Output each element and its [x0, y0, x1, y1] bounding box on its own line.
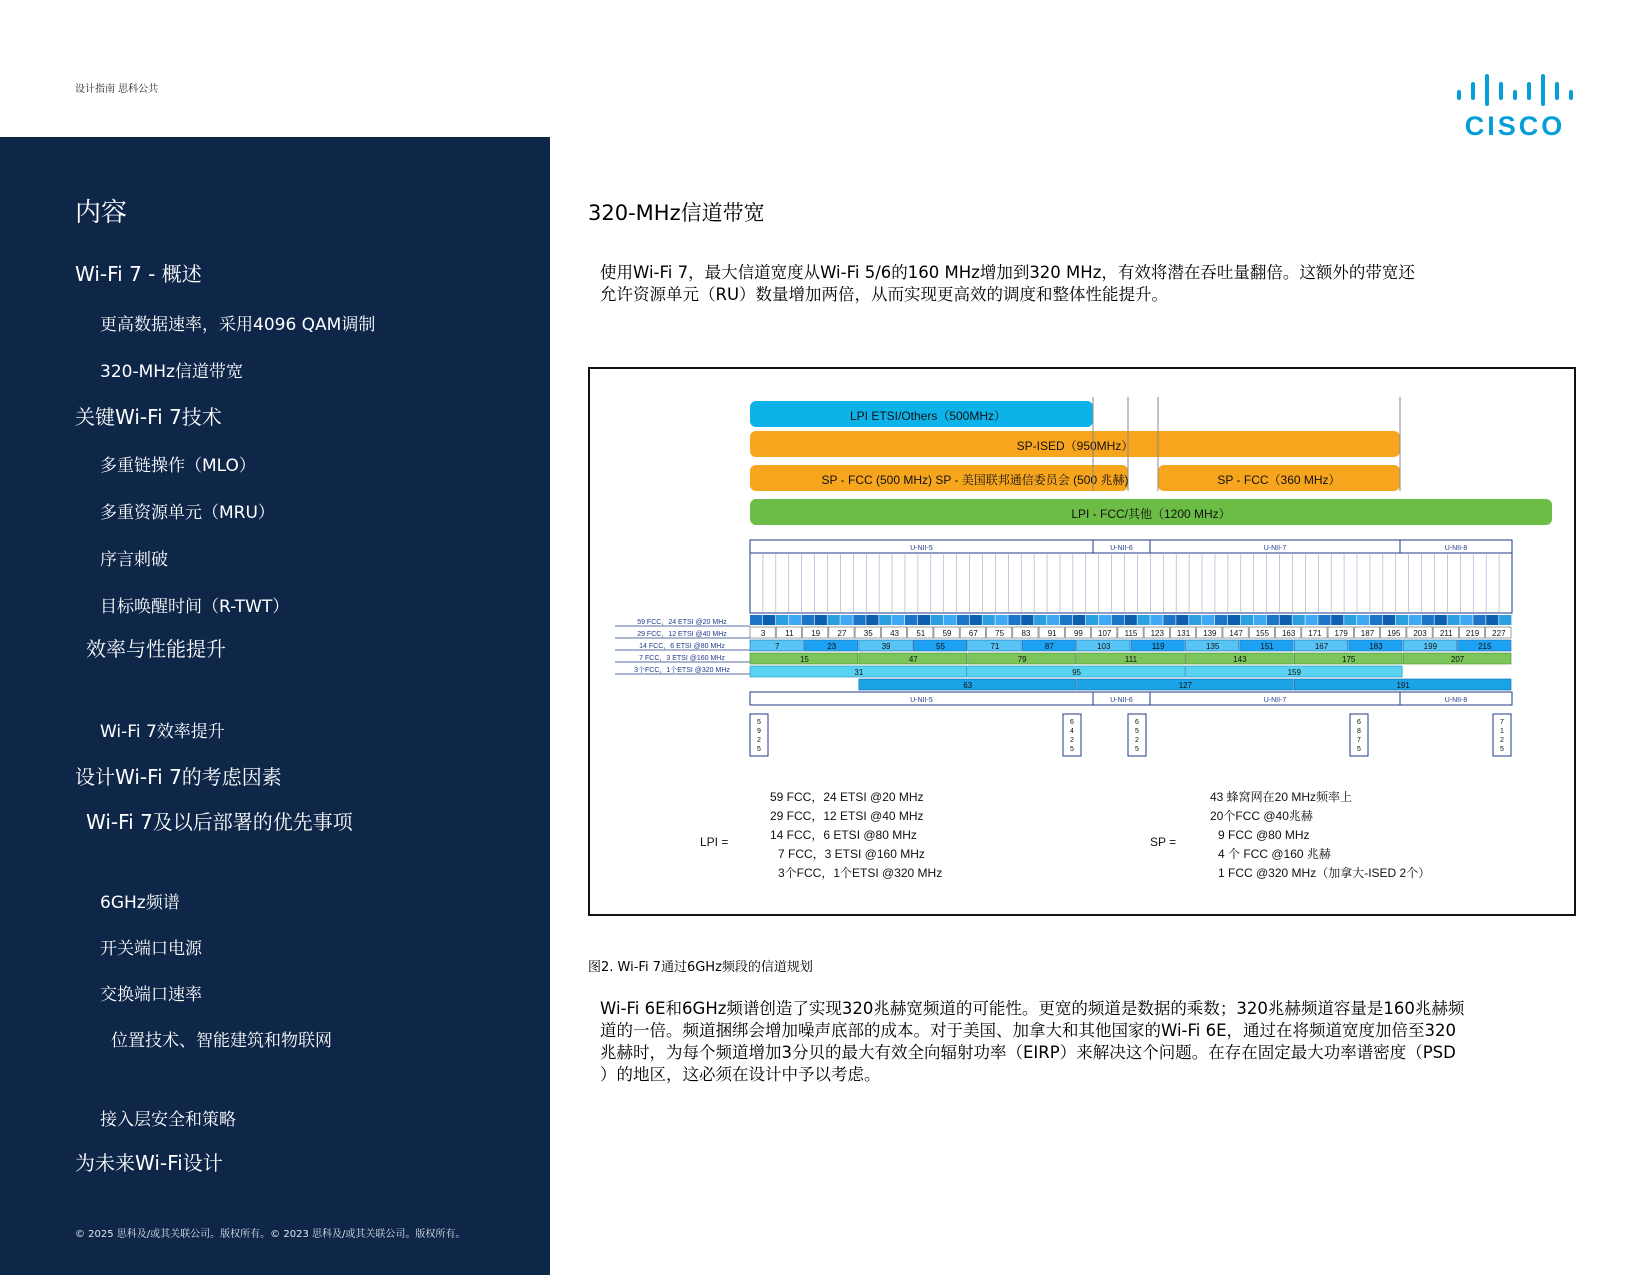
channel-20mhz-cell: [931, 615, 943, 625]
channel-20mhz-cell: [1499, 615, 1511, 625]
frequency-marker-digit: 2: [1500, 737, 1504, 744]
channel-20mhz-cell: [1486, 615, 1498, 625]
frequency-marker-digit: 6: [1135, 719, 1139, 726]
unii-label: U-NII-5: [910, 545, 933, 552]
channel-40mhz-label: 203: [1413, 629, 1427, 638]
frequency-marker-digit: 1: [1500, 728, 1504, 735]
row-label: 59 FCC，24 ETSI @20 MHz: [637, 619, 727, 626]
channel-20mhz-cell: [1034, 615, 1046, 625]
frequency-marker-digit: 6: [1357, 719, 1361, 726]
body-line: Wi-Fi 6E和6GHz频谱创造了实现320兆赫宽频道的可能性。更宽的频道是数据的乘数；320兆赫频道容量是160兆赫频: [600, 999, 1465, 1018]
frequency-marker-digit: 7: [1357, 737, 1361, 744]
frequency-marker-digit: 5: [1070, 746, 1074, 753]
toc-item-4096qam[interactable]: 更高数据速率，采用4096 QAM调制: [100, 315, 376, 335]
channel-160mhz-label: 143: [1233, 655, 1247, 664]
channel-40mhz-label: 99: [1073, 629, 1083, 638]
channel-20mhz-cell: [802, 615, 814, 625]
band-label: SP - FCC (500 MHz) SP - 美国联邦通信委员会 (500 兆赫): [821, 473, 1129, 487]
frequency-marker-digit: 2: [1135, 737, 1139, 744]
frequency-grid: [750, 553, 1512, 613]
frequency-marker-digit: 8: [1357, 728, 1361, 735]
channel-40mhz-label: 227: [1492, 629, 1506, 638]
sp-line: 43 蜂窝网在20 MHz频率上: [1210, 790, 1353, 804]
channel-320mhz-label: 95: [1072, 668, 1082, 677]
channel-20mhz-cell: [1357, 615, 1369, 625]
band-label: LPI ETSI/Others（500MHz）: [849, 409, 1007, 423]
channel-160mhz-label: 47: [908, 655, 918, 664]
frequency-marker-digit: 5: [1135, 746, 1139, 753]
channel-80mhz-label: 87: [1044, 642, 1054, 651]
channel-20mhz-cell: [827, 615, 839, 625]
row-label: 29 FCC，12 ETSI @40 MHz: [637, 631, 727, 638]
channel-20mhz-cell: [815, 615, 827, 625]
channel-160mhz-label: 175: [1342, 655, 1356, 664]
channel-20mhz-cell: [1150, 615, 1162, 625]
toc-item-6ghz[interactable]: 6GHz频谱: [100, 893, 180, 913]
channel-20mhz-cell: [1060, 615, 1072, 625]
frequency-marker-digit: 5: [1357, 746, 1361, 753]
channel-20mhz-cell: [1254, 615, 1266, 625]
channel-40mhz-label: 43: [890, 629, 899, 638]
channel-20mhz-cell: [866, 615, 878, 625]
unii-label: U-NII-7: [1263, 697, 1287, 704]
channel-320mhz-label: 63: [963, 681, 973, 690]
channel-80mhz-label: 55: [936, 642, 945, 651]
body-line: 兆赫时，为每个频道增加3分贝的最大有效全向辐射功率（EIRP）来解决这个问题。在存在固定最大功率谱密度（PSD: [600, 1043, 1456, 1062]
channel-plan-diagram: [590, 369, 1574, 914]
band-label: LPI - FCC/其他（1200 MHz）: [1071, 507, 1231, 521]
figure-caption: 图2. Wi-Fi 7通过6GHz频段的信道规划: [588, 960, 813, 975]
channel-20mhz-cell: [879, 615, 891, 625]
header-tagline: 设计指南 思科公共: [75, 84, 159, 95]
toc-item-switch-speed[interactable]: 交换端口速率: [100, 985, 202, 1005]
frequency-marker-digit: 5: [757, 719, 761, 726]
channel-40mhz-label: 155: [1255, 629, 1270, 638]
channel-20mhz-cell: [982, 615, 994, 625]
toc-item-future-design[interactable]: 为未来Wi-Fi设计: [75, 1151, 223, 1175]
channel-20mhz-cell: [1215, 615, 1227, 625]
channel-20mhz-cell: [1331, 615, 1343, 625]
toc-item-efficiency[interactable]: 效率与性能提升: [86, 637, 226, 661]
channel-40mhz-label: 35: [863, 629, 873, 638]
unii-label: U-NII-6: [1110, 545, 1133, 552]
body-paragraph: [600, 998, 1464, 1086]
channel-20mhz-cell: [1409, 615, 1421, 625]
channel-40mhz-label: 131: [1176, 629, 1191, 638]
toc-item-preamble-puncturing[interactable]: 序言刺破: [100, 550, 168, 570]
channel-20mhz-cell: [1137, 615, 1149, 625]
intro-line: 使用Wi-Fi 7，最大信道宽度从Wi-Fi 5/6的160 MHz增加到320 MHz，有效将潜在吞吐量翻倍。这额外的带宽还: [600, 263, 1415, 282]
channel-20mhz-cell: [776, 615, 788, 625]
channel-20mhz-cell: [1125, 615, 1137, 625]
channel-plan-figure: [588, 367, 1576, 916]
channel-20mhz-cell: [1280, 615, 1292, 625]
channel-20mhz-cell: [1473, 615, 1485, 625]
channel-80mhz-label: 39: [881, 642, 891, 651]
lpi-line: 3个FCC，1个ETSI @320 MHz: [778, 866, 943, 880]
sidebar-toc: [0, 137, 550, 1275]
channel-20mhz-cell: [1073, 615, 1085, 625]
channel-20mhz-cell: [970, 615, 982, 625]
channel-20mhz-cell: [1047, 615, 1059, 625]
lpi-line: 29 FCC，12 ETSI @40 MHz: [770, 809, 924, 823]
channel-20mhz-cell: [1008, 615, 1020, 625]
channel-80mhz-label: 103: [1097, 642, 1111, 651]
channel-320mhz-label: 159: [1287, 668, 1301, 677]
channel-160mhz-label: 111: [1124, 655, 1138, 664]
channel-80mhz-label: 183: [1369, 642, 1383, 651]
unii-label: U-NII-7: [1263, 545, 1287, 552]
channel-20mhz-cell: [1422, 615, 1434, 625]
channel-320mhz-label: 127: [1178, 681, 1193, 690]
sp-line: 1 FCC @320 MHz（加拿大-ISED 2个）: [1218, 866, 1431, 880]
channel-20mhz-cell: [944, 615, 956, 625]
body-line: ）的地区，这必须在设计中予以考虑。: [600, 1065, 881, 1084]
toc-item-switch-power[interactable]: 开关端口电源: [100, 939, 202, 959]
channel-20mhz-cell: [1189, 615, 1201, 625]
channel-20mhz-cell: [1383, 615, 1395, 625]
page-title: 320-MHz信道带宽: [588, 201, 765, 225]
channel-80mhz-label: 7: [774, 642, 780, 651]
channel-40mhz-label: 19: [811, 629, 821, 638]
toc-item-320mhz[interactable]: 320-MHz信道带宽: [100, 362, 243, 382]
channel-40mhz-label: 139: [1203, 629, 1217, 638]
frequency-marker-digit: 2: [757, 737, 761, 744]
copyright-footer: © 2025 思科及/或其关联公司。版权所有。© 2023 思科及/或其关联公司。版权所有。: [75, 1229, 466, 1240]
cisco-logo: [1455, 74, 1575, 142]
frequency-marker-digit: 9: [757, 728, 761, 735]
channel-20mhz-cell: [1396, 615, 1408, 625]
toc-item-key-tech[interactable]: 关键Wi-Fi 7技术: [75, 405, 222, 429]
channel-40mhz-label: 11: [785, 629, 794, 638]
intro-line: 允许资源单元（RU）数量增加两倍，从而实现更高效的调度和整体性能提升。: [600, 285, 1169, 304]
channel-160mhz-label: 207: [1450, 655, 1465, 664]
channel-20mhz-cell: [1460, 615, 1472, 625]
channel-40mhz-label: 115: [1124, 629, 1138, 638]
channel-80mhz-label: 215: [1478, 642, 1492, 651]
channel-40mhz-label: 91: [1047, 629, 1057, 638]
toc-item-design-considerations[interactable]: 设计Wi-Fi 7的考虑因素: [75, 765, 282, 789]
channel-20mhz-cell: [995, 615, 1007, 625]
channel-20mhz-cell: [1318, 615, 1330, 625]
toc-item-deployment-priorities[interactable]: Wi-Fi 7及以后部署的优先事项: [86, 810, 353, 834]
unii-label: U-NII-6: [1110, 697, 1133, 704]
unii-label: U-NII-5: [910, 697, 933, 704]
channel-40mhz-label: 147: [1229, 629, 1243, 638]
toc-item-mru[interactable]: 多重资源单元（MRU）: [100, 503, 275, 523]
channel-20mhz-cell: [918, 615, 930, 625]
channel-40mhz-label: 211: [1439, 629, 1453, 638]
channel-40mhz-label: 163: [1281, 629, 1296, 638]
channel-20mhz-cell: [1021, 615, 1033, 625]
channel-20mhz-cell: [1305, 615, 1317, 625]
cisco-logo-bars: [1459, 76, 1571, 104]
channel-20mhz-cell: [1163, 615, 1175, 625]
frequency-marker-digit: 7: [1500, 719, 1504, 726]
sp-line: 20个FCC @40兆赫: [1210, 809, 1313, 823]
unii-label: U-NII-8: [1444, 545, 1468, 552]
toc-item-wifi7-overview[interactable]: Wi-Fi 7 - 概述: [75, 262, 202, 286]
channel-20mhz-cell: [750, 615, 762, 625]
channel-40mhz-label: 195: [1387, 629, 1401, 638]
channel-40mhz-label: 123: [1150, 629, 1164, 638]
channel-20mhz-cell: [905, 615, 917, 625]
frequency-marker-digit: 5: [1135, 728, 1139, 735]
channel-20mhz-cell: [1228, 615, 1240, 625]
channel-320mhz-label: 191: [1396, 681, 1410, 690]
channel-20mhz-cell: [1112, 615, 1124, 625]
toc-item-rtwt[interactable]: 目标唤醒时间（R-TWT）: [100, 597, 290, 617]
channel-20mhz-cell: [1241, 615, 1253, 625]
channel-20mhz-cell: [840, 615, 852, 625]
channel-80mhz-label: 71: [990, 642, 1000, 651]
channel-40mhz-label: 51: [916, 629, 926, 638]
toc-item-location-iot[interactable]: 位置技术、智能建筑和物联网: [111, 1031, 332, 1051]
toc-item-wifi7-efficiency[interactable]: Wi-Fi 7效率提升: [100, 722, 225, 742]
channel-20mhz-cell: [1344, 615, 1356, 625]
row-label: 3个FCC，1个ETSI @320 MHz: [634, 667, 730, 674]
channel-20mhz-cell: [1176, 615, 1188, 625]
frequency-marker-digit: 2: [1070, 737, 1074, 744]
lpi-line: 14 FCC，6 ETSI @80 MHz: [770, 828, 917, 842]
body-line: 道的一倍。频道捆绑会增加噪声底部的成本。对于美国、加拿大和其他国家的Wi-Fi 6E，通过在将频道宽度加倍至320: [600, 1021, 1457, 1040]
channel-320mhz-label: 31: [854, 668, 864, 677]
channel-40mhz-label: 107: [1098, 629, 1112, 638]
band-label: SP-ISED（950MHz）: [1016, 439, 1134, 453]
channel-20mhz-cell: [1370, 615, 1382, 625]
frequency-marker-digit: 5: [757, 746, 761, 753]
channel-80mhz-label: 199: [1423, 642, 1438, 651]
cisco-logo-text: CISCO: [1464, 111, 1566, 141]
channel-20mhz-cell: [1099, 615, 1111, 625]
lpi-line: 7 FCC，3 ETSI @160 MHz: [778, 847, 925, 861]
frequency-marker-digit: 6: [1070, 719, 1074, 726]
channel-40mhz-label: 219: [1465, 629, 1480, 638]
channel-20mhz-cell: [1447, 615, 1459, 625]
lpi-label: LPI =: [700, 835, 729, 849]
toc-title: 内容: [75, 198, 128, 228]
channel-40mhz-label: 179: [1334, 629, 1348, 638]
channel-20mhz-cell: [789, 615, 801, 625]
channel-80mhz-label: 23: [827, 642, 837, 651]
channel-40mhz-label: 83: [1021, 629, 1031, 638]
sp-line: 9 FCC @80 MHz: [1218, 828, 1310, 842]
channel-20mhz-cell: [1086, 615, 1098, 625]
channel-40mhz-label: 67: [968, 629, 978, 638]
toc-item-access-security[interactable]: 接入层安全和策略: [100, 1110, 236, 1130]
channel-40mhz-label: 171: [1308, 629, 1322, 638]
channel-40mhz-label: 27: [837, 629, 847, 638]
channel-40mhz-label: 187: [1360, 629, 1375, 638]
frequency-marker-digit: 4: [1070, 728, 1074, 735]
channel-40mhz-label: 59: [942, 629, 952, 638]
channel-80mhz-label: 119: [1151, 642, 1165, 651]
band-label: SP - FCC（360 MHz）: [1217, 473, 1341, 487]
channel-40mhz-label: 75: [995, 629, 1005, 638]
unii-label: U-NII-8: [1444, 697, 1468, 704]
channel-20mhz-cell: [892, 615, 904, 625]
channel-20mhz-cell: [1292, 615, 1304, 625]
channel-160mhz-label: 79: [1017, 655, 1027, 664]
channel-20mhz-cell: [957, 615, 969, 625]
intro-paragraph: [600, 262, 1415, 306]
channel-20mhz-cell: [1267, 615, 1279, 625]
channel-80mhz-label: 135: [1205, 642, 1220, 651]
lpi-line: 59 FCC，24 ETSI @20 MHz: [770, 790, 924, 804]
sp-line: 4 个 FCC @160 兆赫: [1218, 847, 1331, 861]
channel-40mhz-label: 3: [760, 629, 766, 638]
row-label: 7 FCC，3 ETSI @160 MHz: [639, 655, 725, 662]
sp-label: SP =: [1150, 835, 1177, 849]
channel-20mhz-cell: [853, 615, 865, 625]
row-label: 14 FCC，6 ETSI @80 MHz: [639, 643, 725, 650]
channel-20mhz-cell: [1435, 615, 1447, 625]
channel-80mhz-label: 151: [1260, 642, 1274, 651]
channel-160mhz-label: 15: [799, 655, 809, 664]
frequency-marker-digit: 5: [1500, 746, 1504, 753]
channel-20mhz-cell: [763, 615, 775, 625]
channel-20mhz-cell: [1202, 615, 1214, 625]
toc-item-mlo[interactable]: 多重链操作（MLO）: [100, 456, 256, 476]
channel-80mhz-label: 167: [1314, 642, 1329, 651]
